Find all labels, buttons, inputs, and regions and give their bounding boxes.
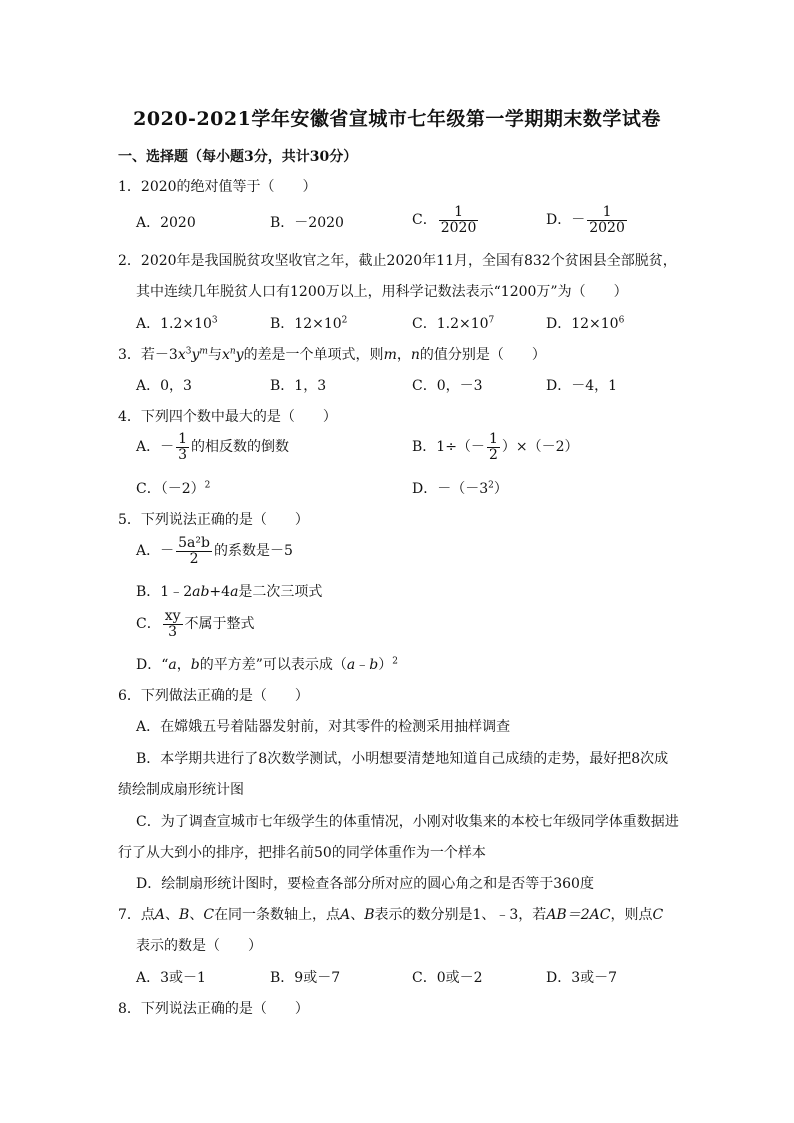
denominator: 3 [168,623,178,640]
denominator: 3 [178,446,188,463]
page-title: 2020-2021学年安徽省宣城市七年级第一学期期末数学试卷 [133,108,661,130]
denominator: 2020 [589,219,625,236]
option-label: A．－ [136,543,175,560]
variable: b [190,657,200,673]
fraction [587,205,627,235]
fraction [163,609,183,639]
question-7-option-d: D．3或－7 [546,970,618,986]
option-text: B．12×10 [270,316,342,332]
variable: C [203,907,215,923]
exponent: n [229,346,236,357]
stem-text: ，则点 [610,907,653,923]
fraction [487,432,500,462]
exponent: 7 [488,315,495,326]
question-8-stem: 8．下列说法正确的是（ ） [118,1001,309,1017]
question-3-option-b: B．1，3 [270,378,327,394]
question-5-stem: 5．下列说法正确的是（ ） [118,512,309,528]
equation: AB＝2AC [546,907,611,923]
variable: A [154,907,166,923]
question-4-option-d [412,478,508,498]
option-text: D．“ [136,657,169,673]
exponent: 3 [211,315,218,326]
option-text: 的相反数的倒数 [191,439,290,456]
question-3-option-a: A．0，3 [136,378,192,394]
question-3-option-c: C．0，－3 [412,378,483,394]
numerator: xy [164,608,181,624]
variable: B [179,907,190,923]
option-text: ）×（－2） [501,439,579,456]
variable: b [369,657,379,673]
question-2-option-c [412,313,494,333]
exponent: 3 [185,346,192,357]
stem-text: 与 [207,347,222,363]
question-5-option-a [136,536,293,566]
question-1-option-d [546,205,629,235]
question-2-option-a [136,313,218,333]
numerator: 1 [488,431,498,447]
variable: y [191,347,200,363]
exponent: 2 [488,480,494,491]
stem-text: ， [396,347,411,363]
stem-text: 在同一条数轴上，点 [214,907,341,923]
stem-text: 表示的数分别是1、﹣3，若 [374,907,547,923]
option-label: C． [136,616,161,633]
option-text: D．12×10 [546,316,619,332]
question-6-option-b: B．本学期共进行了8次数学测试，小明想要清楚地知道自己成绩的走势，最好把8次成 [136,751,669,767]
denominator: 2 [488,446,498,463]
exponent: m [199,346,208,357]
stem-text: 的差是一个单项式，则 [243,347,384,363]
numerator: 1 [587,205,627,221]
fraction [439,205,479,235]
question-3-option-d: D．－4，1 [546,378,618,394]
exponent: 2 [204,480,211,491]
question-1-option-a: A．2020 [136,215,196,231]
numerator: 1 [178,431,188,447]
exponent: 6 [618,315,625,326]
variable: m [383,347,397,363]
denominator: 2 [189,550,199,567]
fraction [176,432,189,462]
option-text: ﹣ [355,657,370,673]
option-text: ， [176,657,191,673]
fraction [176,536,212,566]
option-text: ） [493,481,508,497]
question-2-stem: 2．2020年是我国脱贫攻坚收官之年，截止2020年11月，全国有832个贫困县全部脱贫， [118,253,677,269]
question-7-option-c: C．0或－2 [412,970,483,986]
denominator: 2020 [440,219,477,236]
option-text: D．－（－3 [412,481,489,497]
exponent: 2 [341,315,348,326]
question-7-option-b: B．9或－7 [270,970,341,986]
question-4-stem: 4．下列四个数中最大的是（ ） [118,409,337,425]
variable: a [230,584,239,600]
option-text: A．1.2×10 [136,316,212,332]
option-text: ） [378,657,393,673]
variable: x [177,347,186,363]
option-text: 的系数是－5 [213,543,293,560]
variable: n [410,347,420,363]
option-text: C．1.2×10 [412,316,489,332]
stem-text: 、 [189,907,204,923]
question-4-option-b [412,432,579,462]
variable: a [168,657,177,673]
question-1-option-c [412,205,480,235]
stem-text: 3．若－3 [118,347,178,363]
option-label: D．－ [546,212,586,229]
question-1-option-b: B．－2020 [270,215,344,231]
question-5-option-d [136,654,398,674]
stem-text: 、 [165,907,180,923]
question-3-stem [118,344,546,364]
variable: B [364,907,375,923]
section-heading: 一、选择题（每小题3分，共计30分） [118,149,358,165]
variable: x [221,347,230,363]
question-2-stem-continued: 其中连续几年脱贫人口有1200万以上，用科学记数法表示“1200万”为（ ） [136,284,628,300]
option-label: A．－ [136,439,175,456]
option-label: C． [412,212,437,229]
question-1-stem: 1．2020的绝对值等于（ ） [118,179,317,195]
question-7-stem [118,904,663,924]
option-text: B．1﹣2 [136,584,193,600]
stem-text: 7．点 [118,907,155,923]
numerator: 1 [439,205,479,221]
variable: y [235,347,244,363]
option-text: +4 [209,584,231,600]
variable: A [340,907,351,923]
variable: C [652,907,664,923]
numerator: 5a²b [178,535,210,551]
question-6-option-d: D．绘制扇形统计图时，要检查各部分所对应的圆心角之和是否等于360度 [136,876,594,892]
option-text: 是二次三项式 [238,584,323,600]
option-text: 的平方差”可以表示成（ [199,657,347,673]
variable: ab [192,584,210,600]
question-6-option-c: C．为了调查宣城市七年级学生的体重情况，小刚对收集来的本校七年级同学体重数据进 [136,814,679,830]
stem-text: 的值分别是（ ） [419,347,546,363]
question-6-option-b-continued: 绩绘制成扇形统计图 [118,782,244,798]
question-7-option-a: A．3或－1 [136,970,206,986]
exponent: 2 [392,656,398,667]
question-5-option-b [136,581,322,601]
question-2-option-d [546,313,624,333]
question-7-stem-continued: 表示的数是（ ） [136,938,262,954]
question-4-option-c [136,478,210,498]
question-6-option-a: A．在嫦娥五号着陆器发射前，对其零件的检测采用抽样调查 [136,719,511,735]
option-label: B．1÷（－ [412,439,485,456]
stem-text: 、 [350,907,365,923]
question-6-stem: 6．下列做法正确的是（ ） [118,688,309,704]
question-4-option-a [136,432,289,462]
option-text: C．（－2） [136,481,205,497]
question-2-option-b [270,313,347,333]
variable: a [346,657,356,673]
question-6-option-c-continued: 行了从大到小的排序，把排名前50的同学体重作为一个样本 [118,845,486,861]
question-5-option-c [136,609,255,639]
option-text: 不属于整式 [184,616,255,633]
